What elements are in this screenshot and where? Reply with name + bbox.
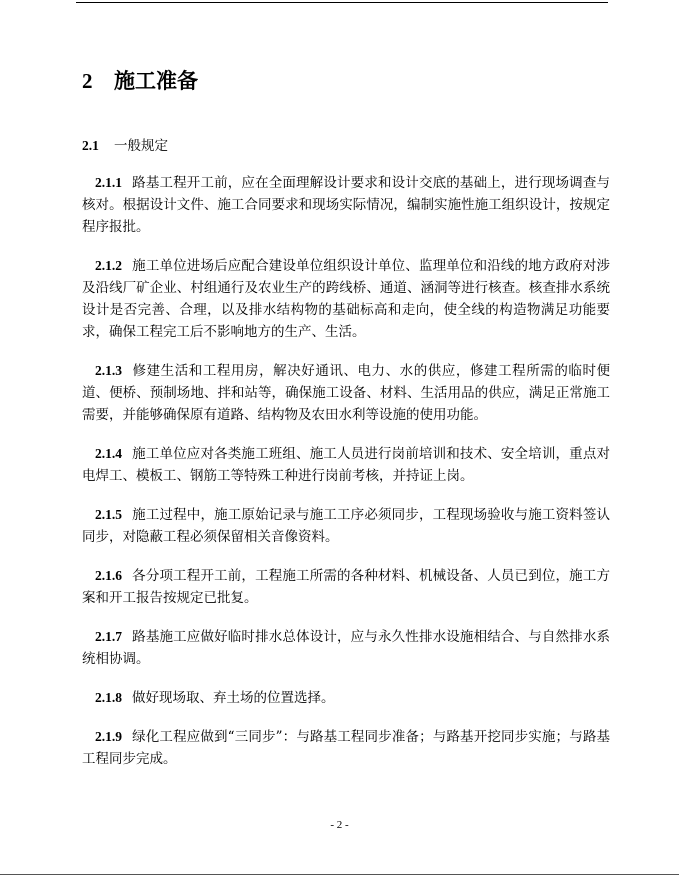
clause-2-1-2 — [82, 255, 610, 343]
clause-text: 路基工程开工前，应在全面理解设计要求和设计交底的基础上，进行现场调查与核对。根据设计文件、施工合同要求和现场实际情况，编制实施性施工组织设计，按规定程序报批。 — [82, 175, 610, 235]
clause-2-1-5 — [82, 504, 610, 548]
clause-number: 2.1.2 — [95, 258, 122, 273]
clause-number: 2.1.4 — [95, 446, 122, 461]
clause-number: 2.1.3 — [95, 363, 122, 378]
clause-2-1-9 — [82, 726, 610, 770]
clause-2-1-1 — [82, 172, 610, 238]
document-body — [82, 66, 610, 787]
page-number: - 2 - — [330, 819, 349, 831]
chapter-heading — [82, 66, 610, 96]
chapter-title: 施工准备 — [114, 68, 198, 93]
clause-text: 做好现场取、弃土场的位置选择。 — [132, 690, 335, 706]
clause-number: 2.1.9 — [95, 729, 122, 744]
clause-2-1-7 — [82, 626, 610, 670]
clause-number: 2.1.5 — [95, 507, 122, 522]
clause-text: 各分项工程开工前，工程施工所需的各种材料、机械设备、人员已到位，施工方案和开工报告按规定已批复。 — [82, 568, 610, 606]
clause-number: 2.1.7 — [95, 629, 122, 644]
section-title: 一般规定 — [114, 138, 168, 154]
footer-rule — [0, 874, 679, 875]
clause-2-1-6 — [82, 565, 610, 609]
clause-text: 施工过程中，施工原始记录与施工工序必须同步，工程现场验收与施工资料签认同步，对隐蔽工程必须保留相关音像资料。 — [82, 507, 610, 545]
section-heading — [82, 136, 610, 156]
header-rule — [76, 2, 608, 3]
clause-number: 2.1.8 — [95, 690, 122, 705]
clause-text: 绿化工程应做到“三同步”：与路基工程同步准备；与路基开挖同步实施；与路基工程同步完成。 — [82, 729, 610, 767]
clause-number: 2.1.6 — [95, 568, 122, 583]
clause-list — [82, 172, 610, 770]
section-number: 2.1 — [82, 138, 99, 153]
chapter-number: 2 — [82, 69, 93, 93]
clause-text: 路基施工应做好临时排水总体设计，应与永久性排水设施相结合、与自然排水系统相协调。 — [82, 629, 610, 667]
clause-text: 施工单位进场后应配合建设单位组织设计单位、监理单位和沿线的地方政府对涉及沿线厂矿企业、村组通行及农业生产的跨线桥、通道、涵洞等进行核查。核查排水系统设计是否完善、合理，以及排水结构物的基础标高和走向，使全线的构造物满足功能要求，确保工程完工后不影响地方的生产、生活。 — [82, 258, 610, 340]
clause-2-1-3 — [82, 360, 610, 426]
clause-text: 施工单位应对各类施工班组、施工人员进行岗前培训和技术、安全培训，重点对电焊工、模板工、钢筋工等特殊工种进行岗前考核，并持证上岗。 — [82, 446, 610, 484]
clause-2-1-4 — [82, 443, 610, 487]
clause-number: 2.1.1 — [95, 175, 122, 190]
clause-text: 修建生活和工程用房，解决好通讯、电力、水的供应，修建工程所需的临时便道、便桥、预制场地、拌和站等，确保施工设备、材料、生活用品的供应，满足正常施工需要，并能够确保原有道路、结构物及农田水利等设施的使用功能。 — [82, 363, 610, 423]
clause-2-1-8 — [82, 687, 610, 709]
